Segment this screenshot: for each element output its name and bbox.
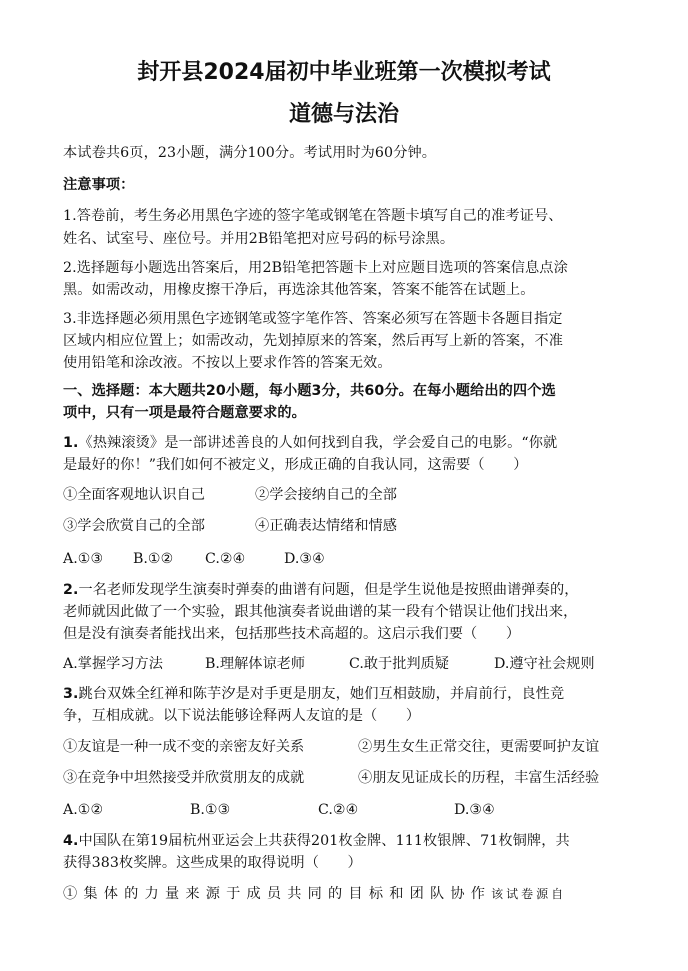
note-1-line-1: 1.答卷前，考生务必用黑色字迹的签字笔或钢笔在答题卡填写自己的准考证号、 [63,208,563,224]
q2-choice-a: A.掌握学习方法 [63,656,163,672]
notes-heading: 注意事项： [63,177,135,193]
q3-statement-3: ③在竞争中坦然接受并欣赏朋友的成就 [63,770,305,786]
q1-choice-c: C.②④ [205,551,246,567]
q2-choice-b: B.理解体谅老师 [205,656,306,672]
question-3-line-2: 争，互相成就。以下说法能够诠释两人友谊的是（ ） [63,708,421,724]
question-3-number: 3. [63,686,79,702]
note-2-line-1: 2.选择题每小题选出答案后，用2B铅笔把答题卡上对应题目选项的答案信息点涂 [63,260,568,276]
note-3-line-1: 3.非选择题必须用黑色字迹钢笔或签字笔作答、答案必须写在答题卡各题目指定 [63,311,563,327]
q1-statement-1: ①全面客观地认识自己 [63,487,205,503]
question-1-line-1: 1.《热辣滚烫》是一部讲述善良的人如何找到自我，学会爱自己的电影。“你就 [63,435,558,451]
note-3-line-3: 使用铅笔和涂改液。不按以上要求作答的答案无效。 [63,355,392,371]
q3-statement-4: ④朋友见证成长的历程，丰富生活经验 [358,770,600,786]
question-4-number: 4. [63,833,79,849]
q3-choice-b: B.①③ [190,802,231,818]
question-1-number: 1. [63,435,79,451]
q1-statement-3: ③学会欣赏自己的全部 [63,518,205,534]
intro-text: 本试卷共6页，23小题，满分100分。考试用时为60分钟。 [63,145,437,161]
q1-statement-2: ②学会接纳自己的全部 [255,487,397,503]
q1-statement-4: ④正确表达情绪和情感 [255,518,397,534]
question-3-line-1: 3.跳台双姝全红禅和陈芋汐是对手更是朋友，她们互相鼓励，并肩前行，良性竞 [63,686,565,702]
exam-title: 封开县2024届初中毕业班第一次模拟考试 [137,60,551,85]
q3-choice-d: D.③④ [454,802,495,818]
note-3-line-2: 区域内相应位置上；如需改动，先划掉原来的答案，然后再写上新的答案，不准 [63,333,564,349]
question-4-statement-1: ①集体的力量来源于成员共同的目标和团队协作该试卷源自 [63,886,567,902]
q1-choice-d: D.③④ [284,551,325,567]
subject-title: 道德与法治 [288,102,399,127]
question-1-line-2: 是最好的你！”我们如何不被定义，形成正确的自我认同，这需要（ ） [63,457,528,473]
q3-statement-1: ①友谊是一种一成不变的亲密友好关系 [63,739,305,755]
question-2-number: 2. [63,582,79,598]
section1-line-2: 项中，只有一项是最符合题意要求的。 [63,405,306,421]
note-2-line-2: 黑。如需改动，用橡皮擦干净后，再选涂其他答案，答案不能答在试题上。 [63,282,535,298]
source-tail-text: 该试卷源自 [491,887,567,901]
question-4-line-1: 4.中国队在第19届杭州亚运会上共获得201枚金牌、111枚银牌、71枚铜牌，共 [63,833,570,849]
q2-choice-c: C.敢于批判质疑 [349,656,449,672]
question-2-line-1: 2.一名老师发现学生演奏时弹奏的曲谱有问题，但是学生说他是按照曲谱弹奏的， [63,582,579,598]
question-2-line-3: 但是没有演奏者能找出来，包括那些技术高超的。这启示我们要（ ） [63,626,521,642]
q1-choice-b: B.①② [133,551,174,567]
q2-choice-d: D.遵守社会规则 [494,656,595,672]
q3-statement-2: ②男生女生正常交往，更需要呵护友谊 [358,739,600,755]
q1-choice-a: A.①③ [63,551,104,567]
question-2-line-2: 老师就因此做了一个实验，跟其他演奏者说曲谱的某一段有个错误让他们找出来， [63,604,578,620]
note-1-line-2: 姓名、试室号、座位号。并用2B铅笔把对应号码的标号涂黑。 [63,231,455,247]
question-4-line-2: 获得383枚奖牌。这些成果的取得说明（ ） [63,855,362,871]
q3-choice-c: C.②④ [318,802,359,818]
section1-line-1: 一、选择题：本大题共20小题，每小题3分，共60分。在每小题给出的四个选 [63,383,556,399]
q3-choice-a: A.①② [63,802,104,818]
